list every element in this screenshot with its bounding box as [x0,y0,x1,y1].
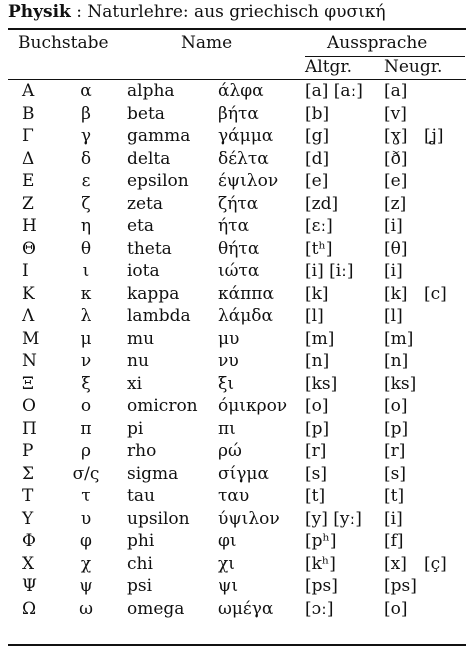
greek-name: λάμδα [218,306,274,326]
greek-name: ιώτα [218,261,260,281]
latin-name: xi [127,373,143,394]
table-row [0,486,474,510]
altgr-pronunciation: [l] [305,306,324,326]
table-row [0,284,474,308]
bottom-rule [8,644,466,646]
neugr-pronunciation: [s] [384,463,406,484]
lowercase-letter: σ/ς [72,463,100,484]
latin-name: alpha [127,81,175,101]
uppercase-letter: Ψ [22,576,37,596]
latin-name: mu [127,328,155,349]
altgr-pronunciation: [k] [305,283,329,304]
greek-name: νυ [218,351,239,371]
altgr-pronunciation: [y] [yː] [305,508,362,529]
uppercase-letter: Ο [22,396,36,416]
altgr-pronunciation: [m] [305,328,335,349]
table-row [0,419,474,443]
uppercase-letter: Θ [22,238,36,259]
greek-name: ζήτα [218,193,259,214]
neugr-pronunciation: [i] [384,216,403,236]
top-rule [8,28,466,30]
lowercase-letter: τ [81,486,91,506]
uppercase-letter: Μ [22,328,40,349]
extra-pronunciation: [c] [424,283,447,304]
table-row [0,509,474,533]
table-row [0,576,474,600]
table-row [0,441,474,465]
latin-name: rho [127,441,157,461]
neugr-pronunciation: [θ] [384,238,408,259]
altgr-pronunciation: [r] [305,441,327,461]
uppercase-letter: Π [22,418,37,439]
greek-name: σίγμα [218,463,269,484]
latin-name: phi [127,531,155,551]
table-row [0,554,474,578]
neugr-pronunciation: [i] [384,508,403,529]
lowercase-letter: φ [80,531,92,551]
altgr-pronunciation: [ɛː] [305,216,333,236]
altgr-pronunciation: [zd] [305,193,339,214]
latin-name: pi [127,418,144,439]
table-row [0,81,474,105]
latin-name: omicron [127,396,198,416]
altgr-pronunciation: [d] [305,148,330,169]
neugr-pronunciation: [e] [384,171,408,191]
altgr-pronunciation: [n] [305,351,330,371]
table-row [0,104,474,128]
altgr-pronunciation: [g] [305,126,330,146]
latin-name: chi [127,553,153,574]
uppercase-letter: Λ [22,306,35,326]
uppercase-letter: Γ [22,126,34,146]
table-row [0,351,474,375]
lowercase-letter: μ [80,328,92,349]
lowercase-letter: π [80,418,92,439]
uppercase-letter: Ω [22,598,37,619]
header-buchstabe: Buchstabe [18,33,109,53]
latin-name: theta [127,238,172,259]
latin-name: kappa [127,283,180,304]
header-aussprache: Aussprache [327,33,428,53]
extra-pronunciation: [ʝ] [424,126,444,146]
greek-name: ξι [218,373,235,394]
table-row [0,306,474,330]
neugr-pronunciation: [r] [384,441,406,461]
neugr-pronunciation: [n] [384,351,409,371]
greek-name: πι [218,418,236,439]
greek-name: ήτα [218,216,250,236]
page-title [8,2,386,22]
uppercase-letter: Σ [22,463,35,484]
greek-name: φι [218,531,237,551]
uppercase-letter: Ε [22,171,35,191]
latin-name: delta [127,148,171,169]
altgr-pronunciation: [s] [305,463,327,484]
uppercase-letter: Κ [22,283,35,304]
neugr-pronunciation: [x] [384,553,407,574]
uppercase-letter: Η [22,216,37,236]
altgr-pronunciation: [ks] [305,373,338,394]
lowercase-letter: ε [81,171,91,191]
neugr-pronunciation: [v] [384,103,407,124]
uppercase-letter: Ρ [22,441,34,461]
uppercase-letter: Ξ [22,373,34,394]
neugr-pronunciation: [m] [384,328,414,349]
uppercase-letter: Ζ [22,193,34,214]
neugr-pronunciation: [ɣ] [384,126,408,146]
table-row [0,261,474,285]
lowercase-letter: ρ [81,441,91,461]
uppercase-letter: Τ [22,486,34,506]
greek-name: όμικρον [218,396,288,416]
neugr-pronunciation: [p] [384,418,409,439]
uppercase-letter: Δ [22,148,35,169]
greek-name: μυ [218,328,240,349]
table-row [0,171,474,195]
table-row [0,216,474,240]
lowercase-letter: ω [79,598,93,619]
uppercase-letter: Α [22,81,35,101]
header-neugr: Neugr. [384,57,443,77]
table-row [0,599,474,623]
greek-name: δέλτα [218,148,269,169]
lowercase-letter: ξ [81,373,91,394]
lowercase-letter: ι [82,261,90,281]
altgr-pronunciation: [p] [305,418,330,439]
greek-name: κάππα [218,283,274,304]
extra-pronunciation: [ç] [424,553,447,574]
header-altgr: Altgr. [305,57,353,77]
table-row [0,374,474,398]
uppercase-letter: Χ [22,553,35,574]
neugr-pronunciation: [l] [384,306,403,326]
table-row [0,531,474,555]
altgr-pronunciation: [tʰ] [305,238,333,259]
lowercase-letter: ζ [81,193,91,214]
latin-name: upsilon [127,508,190,529]
uppercase-letter: Υ [22,508,34,529]
greek-name: βήτα [218,103,259,124]
lowercase-letter: υ [80,508,92,529]
table-row [0,194,474,218]
latin-name: tau [127,486,155,506]
altgr-pronunciation: [ɔː] [305,598,334,619]
latin-name: omega [127,598,185,619]
altgr-pronunciation: [pʰ] [305,531,337,551]
lowercase-letter: η [80,216,92,236]
uppercase-letter: Φ [22,531,36,551]
neugr-pronunciation: [f] [384,531,404,551]
greek-name: χι [218,553,235,574]
neugr-pronunciation: [k] [384,283,408,304]
greek-name: ύψιλον [218,508,280,529]
latin-name: lambda [127,306,191,326]
greek-name: ωμέγα [218,598,274,619]
latin-name: eta [127,216,155,236]
lowercase-letter: ψ [79,576,93,596]
altgr-pronunciation: [e] [305,171,329,191]
neugr-pronunciation: [i] [384,261,403,281]
table-row [0,329,474,353]
lowercase-letter: θ [80,238,92,259]
latin-name: sigma [127,463,179,484]
lowercase-letter: β [81,103,91,124]
latin-name: beta [127,103,165,124]
uppercase-letter: Ν [22,351,37,371]
table-row [0,126,474,150]
header-name: Name [181,33,233,53]
table-row [0,464,474,488]
header-rule [8,79,466,80]
latin-name: gamma [127,126,191,146]
neugr-pronunciation: [a] [384,81,408,101]
latin-name: zeta [127,193,163,214]
greek-name: ψι [218,576,238,596]
greek-name: έψιλον [218,171,279,191]
neugr-pronunciation: [ps] [384,576,417,596]
greek-name: θήτα [218,238,260,259]
lowercase-letter: χ [80,553,92,574]
altgr-pronunciation: [t] [305,486,326,506]
neugr-pronunciation: [ks] [384,373,417,394]
greek-name: ταυ [218,486,250,506]
altgr-pronunciation: [b] [305,103,330,124]
altgr-pronunciation: [ps] [305,576,338,596]
neugr-pronunciation: [t] [384,486,405,506]
lowercase-letter: ν [80,351,92,371]
table-row [0,149,474,173]
altgr-pronunciation: [a] [aː] [305,81,363,101]
latin-name: nu [127,351,149,371]
uppercase-letter: Ι [22,261,29,281]
greek-name: άλφα [218,81,264,101]
uppercase-letter: Β [22,103,35,124]
altgr-pronunciation: [kʰ] [305,553,336,574]
lowercase-letter: ο [80,396,92,416]
latin-name: iota [127,261,160,281]
lowercase-letter: λ [80,306,92,326]
lowercase-letter: κ [80,283,92,304]
altgr-pronunciation: [o] [305,396,329,416]
greek-name: γάμμα [218,126,274,146]
neugr-pronunciation: [o] [384,396,408,416]
lowercase-letter: δ [80,148,92,169]
title-rest: : Naturlehre: aus griechisch φυσική [70,2,386,22]
neugr-pronunciation: [o] [384,598,408,619]
table-row [0,239,474,263]
title-bold: Physik [8,2,71,22]
altgr-pronunciation: [i] [iː] [305,261,354,281]
neugr-pronunciation: [z] [384,193,407,214]
table-row [0,396,474,420]
lowercase-letter: α [80,81,92,101]
lowercase-letter: γ [80,126,92,146]
neugr-pronunciation: [ð] [384,148,408,169]
greek-name: ρώ [218,441,242,461]
latin-name: epsilon [127,171,189,191]
latin-name: psi [127,576,153,596]
